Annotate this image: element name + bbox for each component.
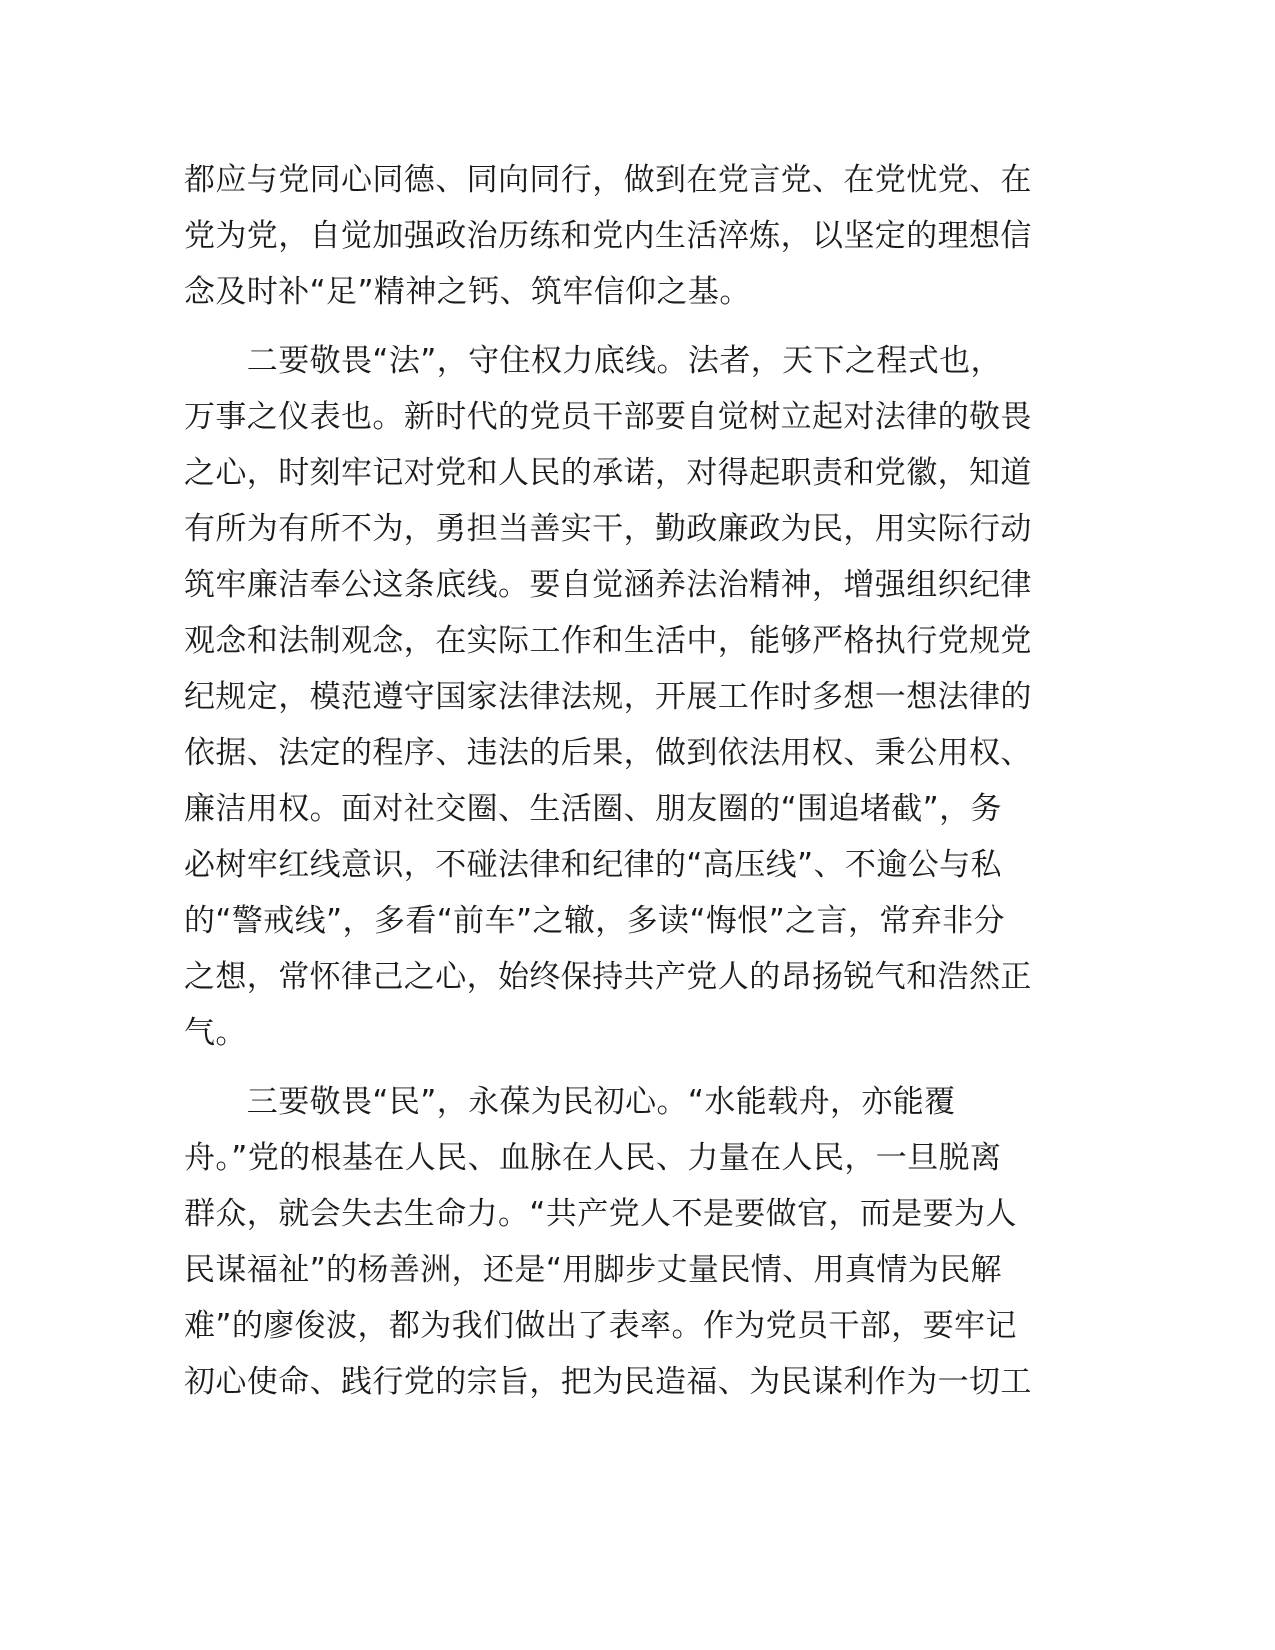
text-line-7: 有所为有所不为，勇担当善实干，勤政廉政为民，用实际行动: [184, 511, 1032, 547]
text-line-19: 群众，就会失去生命力。“共产党人不是要做官，而是要为人: [184, 1196, 1017, 1232]
text-line-15: 之想，常怀律己之心，始终保持共产党人的昂扬锐气和浩然正: [184, 959, 1032, 995]
text-line-17: 三要敬畏“民”，永葆为民初心。“水能载舟，亦能覆: [184, 1084, 956, 1120]
text-line-6: 之心，时刻牢记对党和人民的承诺，对得起职责和党徽，知道: [184, 455, 1032, 491]
text-line-1: 都应与党同心同德、同向同行，做到在党言党、在党忧党、在: [184, 162, 1032, 198]
text-line-8: 筑牢廉洁奉公这条底线。要自觉涵养法治精神，增强组织纪律: [184, 567, 1032, 603]
text-line-11: 依据、法定的程序、违法的后果，做到依法用权、秉公用权、: [184, 735, 1032, 771]
text-line-3: 念及时补“足”精神之钙、筑牢信仰之基。: [184, 274, 751, 310]
text-line-20: 民谋福祉”的杨善洲，还是“用脚步丈量民情、用真情为民解: [184, 1252, 1002, 1288]
text-line-5: 万事之仪表也。新时代的党员干部要自觉树立起对法律的敬畏: [184, 399, 1032, 435]
text-line-14: 的“警戒线”，多看“前车”之辙，多读“悔恨”之言，常弃非分: [184, 903, 1005, 939]
text-line-2: 党为党，自觉加强政治历练和党内生活淬炼，以坚定的理想信: [184, 218, 1032, 254]
text-line-21: 难”的廖俊波，都为我们做出了表率。作为党员干部，要牢记: [184, 1308, 1017, 1344]
text-line-16: 气。: [184, 1015, 247, 1051]
text-line-12: 廉洁用权。面对社交圈、生活圈、朋友圈的“围追堵截”，务: [184, 791, 1002, 827]
text-line-10: 纪规定，模范遵守国家法律法规，开展工作时多想一想法律的: [184, 679, 1032, 715]
text-line-22: 初心使命、践行党的宗旨，把为民造福、为民谋利作为一切工: [184, 1364, 1032, 1400]
text-line-4: 二要敬畏“法”，守住权力底线。法者，天下之程式也，: [184, 343, 1002, 379]
text-line-13: 必树牢红线意识，不碰法律和纪律的“高压线”、不逾公与私: [184, 847, 1002, 883]
text-line-18: 舟。”党的根基在人民、血脉在人民、力量在人民，一旦脱离: [184, 1140, 1002, 1176]
text-line-9: 观念和法制观念，在实际工作和生活中，能够严格执行党规党: [184, 623, 1032, 659]
